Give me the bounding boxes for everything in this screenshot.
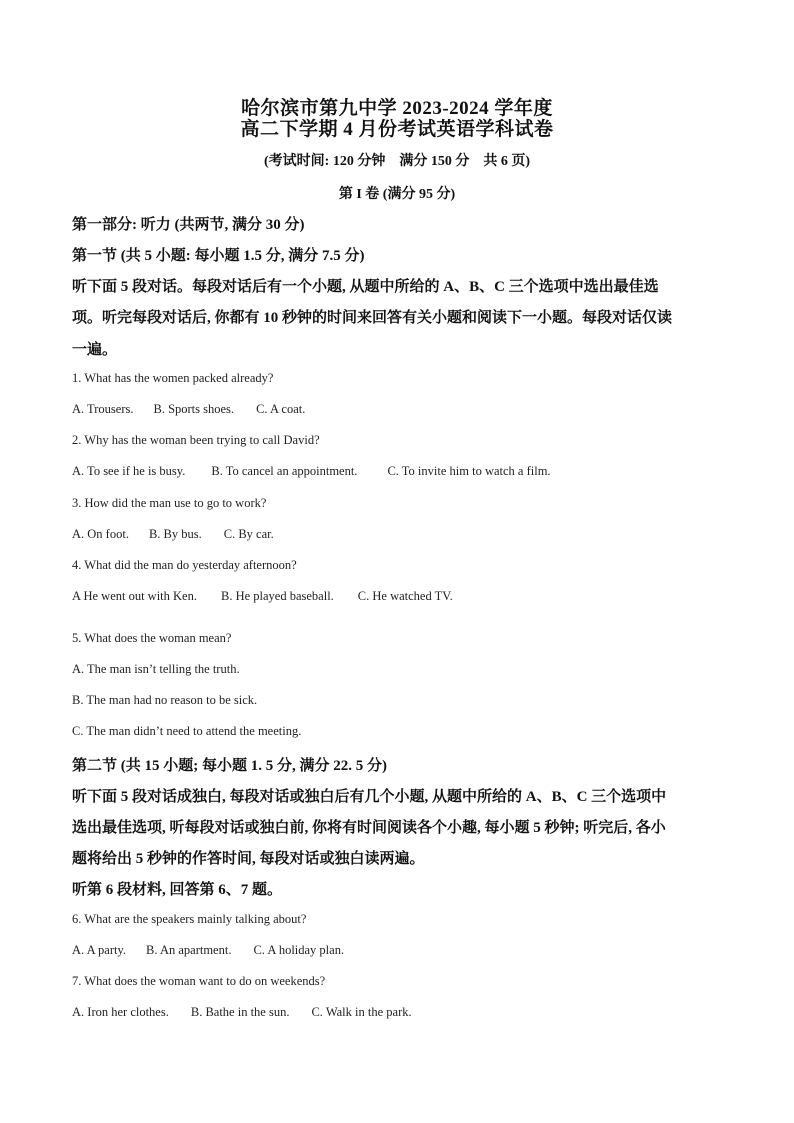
option-c: C. A coat. (256, 402, 306, 416)
section2-instruction-line: 题将给出 5 秒钟的作答时间, 每段对话或独白读两遍。 (72, 851, 425, 867)
option-b: B. By bus. (148, 527, 202, 541)
option-a: A. Trousers. (72, 402, 134, 416)
option-a: A. To see if he is busy. (72, 464, 186, 478)
exam-title-line2: 高二下学期 4 月份考试英语学科试卷 (240, 119, 554, 140)
option-a: A. On foot. (72, 527, 129, 541)
exam-info: (考试时间: 120 分钟 满分 150 分 共 6 页) (264, 154, 530, 169)
question-stem: 5. What does the woman mean? (72, 631, 232, 645)
question-options (72, 589, 732, 604)
question-options (72, 527, 732, 542)
question-option: B. The man had no reason to be sick. (72, 693, 258, 707)
question-option: C. The man didn’t need to attend the meeting. (72, 724, 302, 738)
option-a: A. A party. (72, 943, 127, 957)
question-stem: 2. Why has the woman been trying to call David? (72, 433, 320, 447)
section1-instruction-line: 听下面 5 段对话。每段对话后有一个小题, 从题中所给的 A、B、C 三个选项中选出最佳选 (72, 279, 659, 295)
option-c: C. Walk in the park. (311, 1005, 412, 1019)
part1-heading: 第一部分: 听力 (共两节, 满分 30 分) (72, 217, 305, 233)
option-b: B. Sports shoes. (153, 402, 235, 416)
option-c: C. A holiday plan. (253, 943, 345, 957)
section2-heading: 第二节 (共 15 小题; 每小题 1. 5 分, 满分 22. 5 分) (72, 758, 387, 774)
option-c: C. To invite him to watch a film. (387, 464, 551, 478)
section1-instruction-line: 一遍。 (72, 342, 118, 358)
option-b: B. He played baseball. (220, 589, 334, 603)
option-b: B. An apartment. (146, 943, 232, 957)
option-a: A He went out with Ken. (72, 589, 197, 603)
option-a: A. Iron her clothes. (72, 1005, 169, 1019)
section1-heading: 第一节 (共 5 小题: 每小题 1.5 分, 满分 7.5 分) (72, 248, 365, 264)
material6-heading: 听第 6 段材料, 回答第 6、7 题。 (72, 882, 283, 898)
section2-instruction-line: 选出最佳选项, 听每段对话或独白前, 你将有时间阅读各个小趣, 每小题 5 秒钟; 听完后, 各小 (72, 820, 666, 836)
option-c: C. He watched TV. (357, 589, 453, 603)
option-b: B. Bathe in the sun. (190, 1005, 290, 1019)
question-options (72, 402, 732, 417)
option-c: C. By car. (223, 527, 274, 541)
section2-instruction-line: 听下面 5 段对话成独白, 每段对话或独白后有几个小题, 从题中所给的 A、B、C 三个选项中 (72, 789, 667, 805)
question-options (72, 1005, 732, 1020)
question-options (72, 464, 732, 479)
option-b: B. To cancel an appointment. (211, 464, 358, 478)
question-stem: 3. How did the man use to go to work? (72, 496, 267, 510)
question-option: A. The man isn’t telling the truth. (72, 662, 240, 676)
volume-heading: 第 I 卷 (满分 95 分) (338, 187, 456, 202)
section1-instruction-line: 项。听完每段对话后, 你都有 10 秒钟的时间来回答有关小题和阅读下一小题。每段对话仅读 (72, 310, 673, 326)
question-stem: 6. What are the speakers mainly talking about? (72, 912, 307, 926)
question-stem: 7. What does the woman want to do on weekends? (72, 974, 326, 988)
exam-title-line1: 哈尔滨市第九中学 2023-2024 学年度 (241, 98, 553, 119)
question-stem: 4. What did the man do yesterday afternoon? (72, 558, 297, 572)
question-options (72, 943, 732, 958)
question-stem: 1. What has the women packed already? (72, 371, 274, 385)
